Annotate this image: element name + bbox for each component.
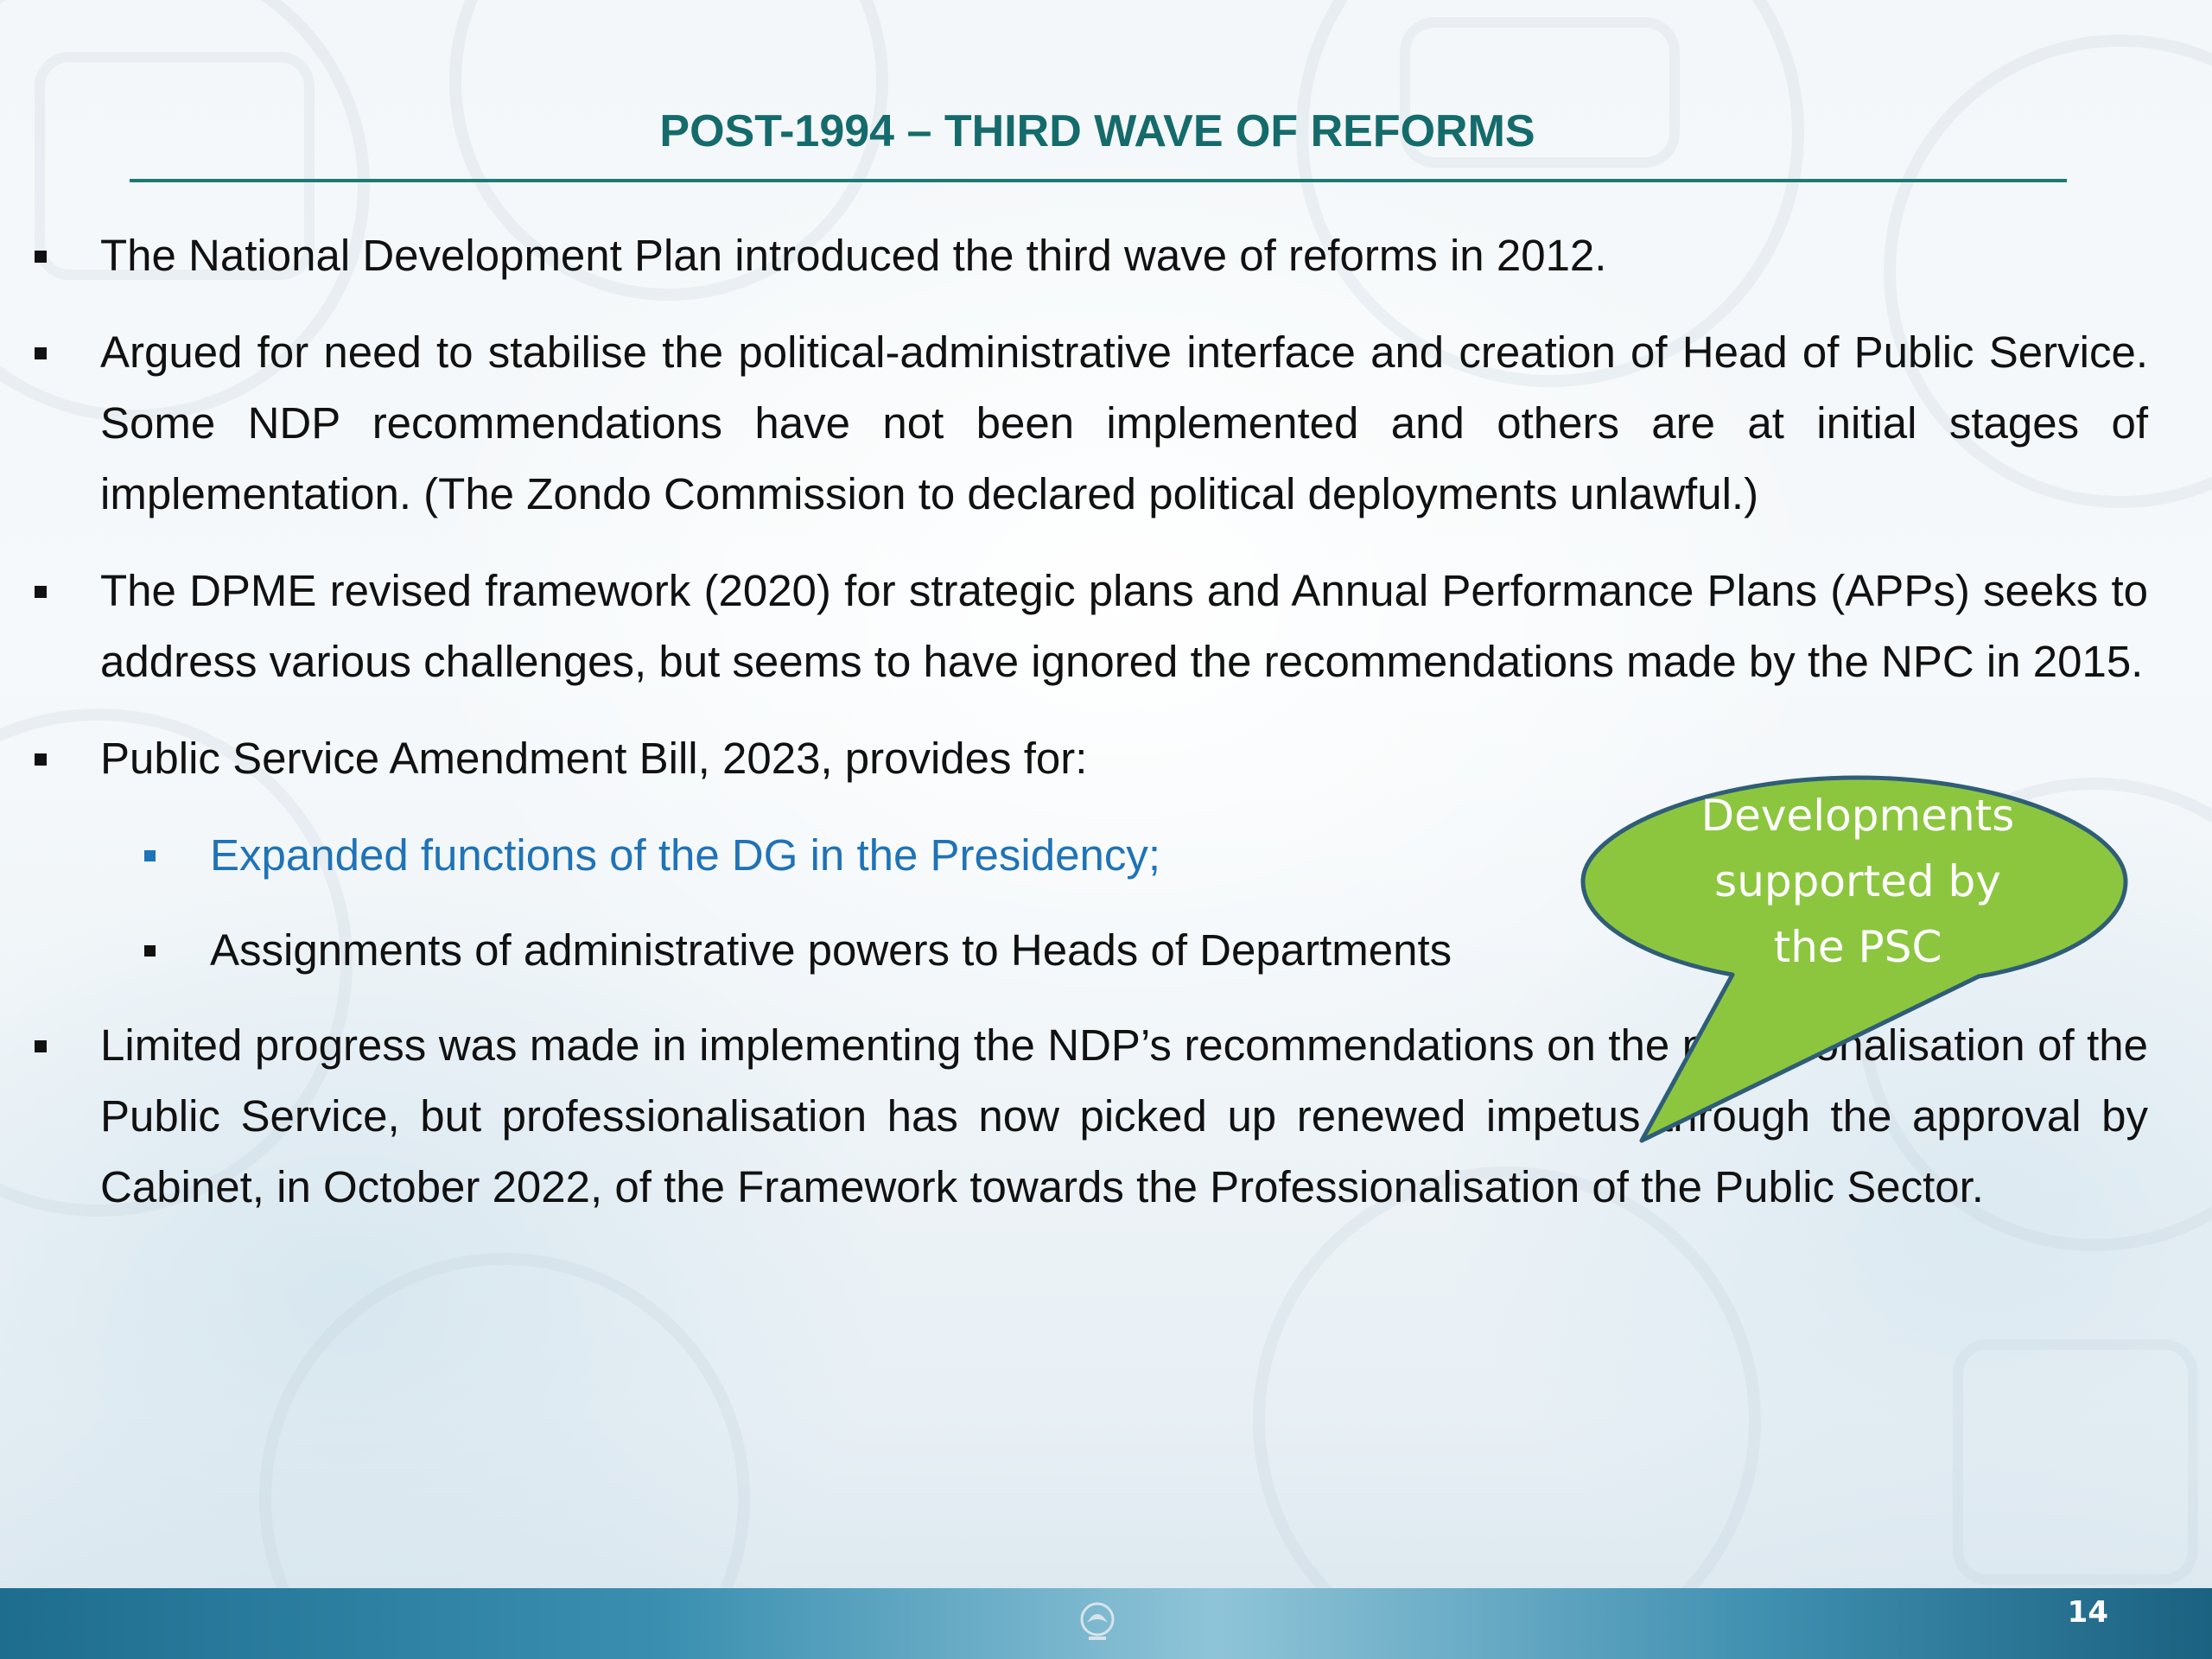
- sub-bullet-text: Assignments of administrative powers to Heads of Departments: [210, 925, 1452, 975]
- square-bullet-icon: [35, 251, 47, 263]
- callout-line: supported by: [1714, 856, 2001, 906]
- page-number: 14: [2067, 1595, 2108, 1630]
- callout-line: Developments: [1700, 791, 2015, 841]
- bullet-text: Limited progress was made in implementing the NDP’s recommendations on the profesionalisation of the Public Service, but professionalisation has now picked up renewed impetus through the approval by Cabinet, in October 2022, of the Framework towards the Professionalisation of the Public Sector.: [100, 1020, 2148, 1211]
- square-bullet-icon: [35, 586, 47, 598]
- square-bullet-icon: [35, 1040, 47, 1052]
- watermark-square-icon: [1953, 1339, 2198, 1585]
- slide-title: POST-1994 – THIRD WAVE OF REFORMS: [659, 106, 1535, 156]
- square-bullet-icon: [35, 347, 47, 359]
- bullet-item: [0, 220, 2212, 291]
- bullet-text: Public Service Amendment Bill, 2023, provides for:: [100, 734, 1088, 783]
- square-bullet-icon: [144, 850, 156, 861]
- bullet-text: The DPME revised framework (2020) for strategic plans and Annual Performance Plans (APPs) seeks to address various challenges, but seems to have ignored the recommendations made by the NPC in 2015.: [100, 566, 2148, 686]
- bullet-text: Argued for need to stabilise the political-administrative interface and creation of Head of Public Service. Some NDP recommendations have not been implemented and others are at initial stages of implementation. (The Zondo Commission to declared political deployments unlawful.): [100, 327, 2148, 518]
- callout-text: [1616, 783, 2100, 980]
- title-divider: [130, 179, 2067, 182]
- sub-bullet-text: Expanded functions of the DG in the Presidency;: [210, 830, 1160, 880]
- psc-logo-icon: [1071, 1597, 1123, 1649]
- bullet-item: [0, 556, 2212, 697]
- square-bullet-icon: [144, 945, 156, 957]
- square-bullet-icon: [35, 753, 47, 766]
- callout-line: the PSC: [1773, 922, 1942, 972]
- bullet-text: The National Development Plan introduced the third wave of reforms in 2012.: [100, 231, 1607, 280]
- bullet-item: [0, 317, 2212, 530]
